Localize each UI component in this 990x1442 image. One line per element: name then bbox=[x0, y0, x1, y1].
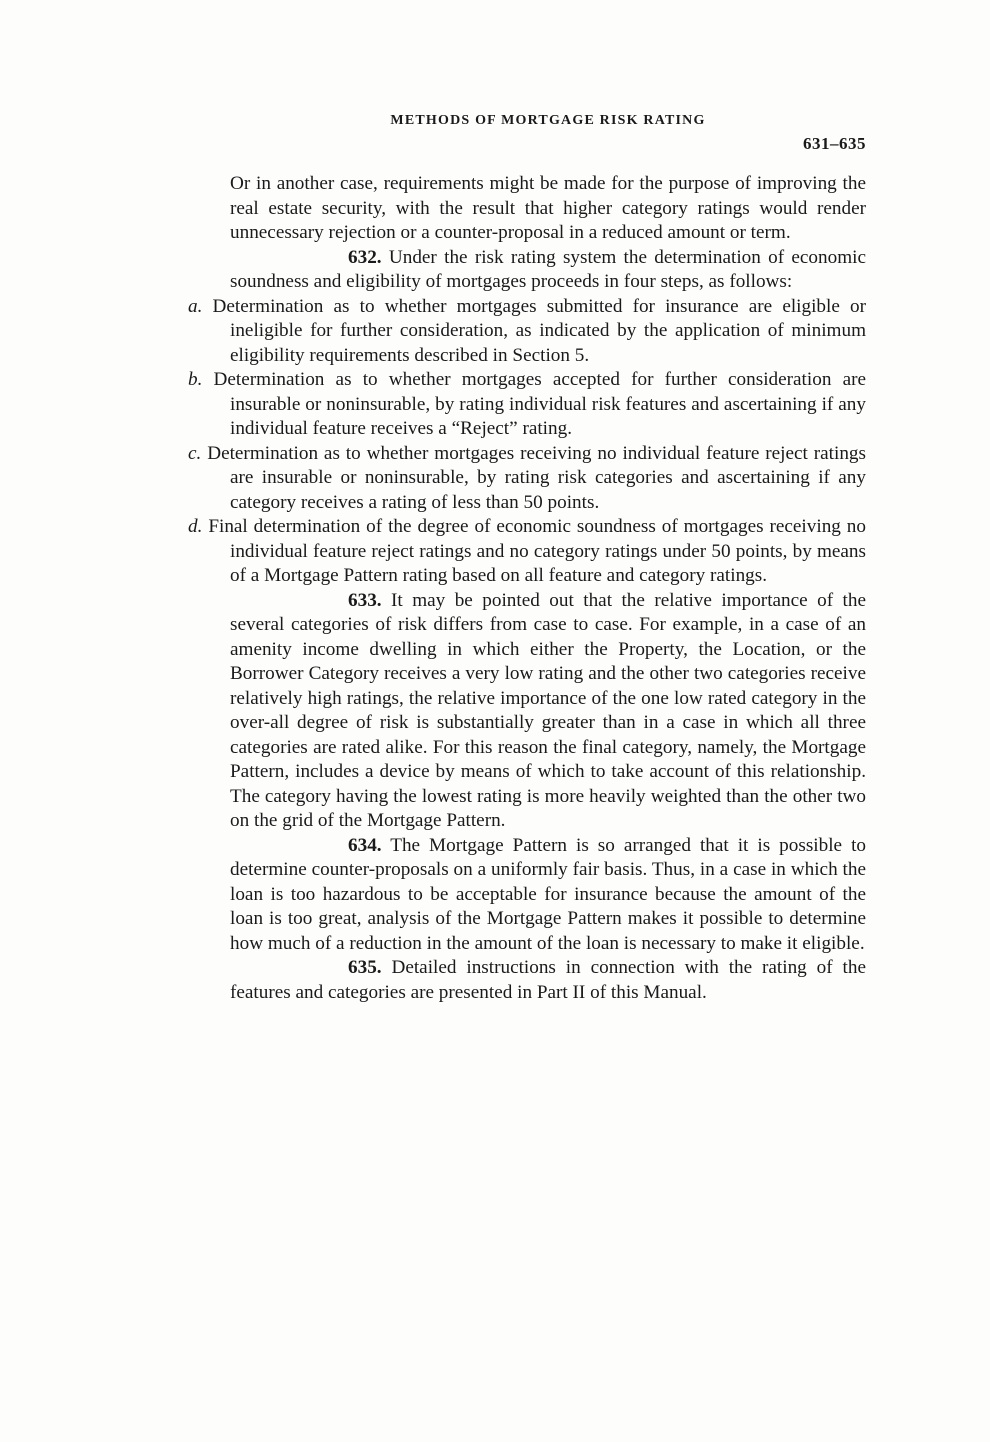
step-b bbox=[188, 368, 866, 442]
step-d bbox=[188, 515, 866, 589]
paragraph-number: 635. bbox=[348, 957, 382, 978]
paragraph-text: It may be pointed out that the relative importance of the several categories of risk differs from case to case. For example, in a case of an amenity income dwelling in which either the Property, the Location, or the Borrower Category receives a very low rating and the other two categories receive relatively high ratings, the relative importance of the one low rated category in the over-all degree of risk is substantially greater than in a case in which all three categories are rated alike. For this reason the final category, namely, the Mortgage Pattern, includes a device by means of which to take account of this relationship. The category having the lowest rating is more heavily weighted than the other two on the grid of the Mortgage Pattern. bbox=[230, 589, 866, 831]
paragraph-number: 633. bbox=[348, 589, 382, 611]
paragraph-633 bbox=[230, 589, 866, 834]
step-text: Determination as to whether mortgages submitted for insurance are eligible or ineligible for further consideration, as indicated by the application of minimum eligibility requirements described in Section 5. bbox=[202, 295, 866, 366]
steps-list bbox=[188, 295, 866, 589]
body-text bbox=[188, 172, 866, 1005]
paragraph-635 bbox=[230, 956, 866, 1005]
step-a bbox=[188, 295, 866, 369]
step-letter: d. bbox=[188, 516, 203, 537]
paragraph-631-continuation: Or in another case, requirements might be made for the purpose of improving the real estate security, with the result that higher category ratings would render unnecessary rejection or a counter-proposal in a reduced amount or term. bbox=[230, 173, 866, 243]
section-range: 631–635 bbox=[803, 134, 866, 153]
step-text: Final determination of the degree of economic soundness of mortgages receiving no individual feature reject ratings and no category ratings under 50 points, by means of a Mortgage Pattern rating based on all feature and category ratings. bbox=[202, 516, 866, 586]
running-head-title: METHODS OF MORTGAGE RISK RATING bbox=[390, 113, 706, 128]
paragraph-text: Detailed instructions in connection with the rating of the features and categories are presented in Part II of this Manual. bbox=[230, 957, 866, 1003]
paragraph-text: Under the risk rating system the determination of economic soundness and eligibility of mortgages proceeds in four steps, as follows: bbox=[230, 246, 866, 292]
step-letter: b. bbox=[188, 369, 203, 390]
paragraph-number: 632. bbox=[348, 246, 382, 268]
step-letter: c. bbox=[188, 442, 202, 464]
step-c bbox=[188, 442, 866, 516]
step-text: Determination as to whether mortgages receiving no individual feature reject ratings are insurable or noninsurable, by rating risk categories and ascertaining if any category receives a rating of less than 50 points. bbox=[201, 442, 866, 513]
paragraph-text: The Mortgage Pattern is so arranged that it is possible to determine counter-proposals on a uniformly fair basis. Thus, in a case in which the loan is too hazardous to be acceptable for insurance because the amount of the loan is too great, analysis of the Mortgage Pattern makes it possible to determine how much of a reduction in the amount of the loan is necessary to make it eligible. bbox=[230, 834, 866, 954]
paragraph-632 bbox=[230, 246, 866, 295]
paragraph-634 bbox=[230, 834, 866, 957]
step-letter: a. bbox=[188, 295, 203, 317]
paragraph-number: 634. bbox=[348, 834, 382, 856]
step-text: Determination as to whether mortgages accepted for further consideration are insurable or noninsurable, by rating individual risk features and ascertaining if any individual feature receives a “Reject” rating. bbox=[202, 369, 866, 439]
